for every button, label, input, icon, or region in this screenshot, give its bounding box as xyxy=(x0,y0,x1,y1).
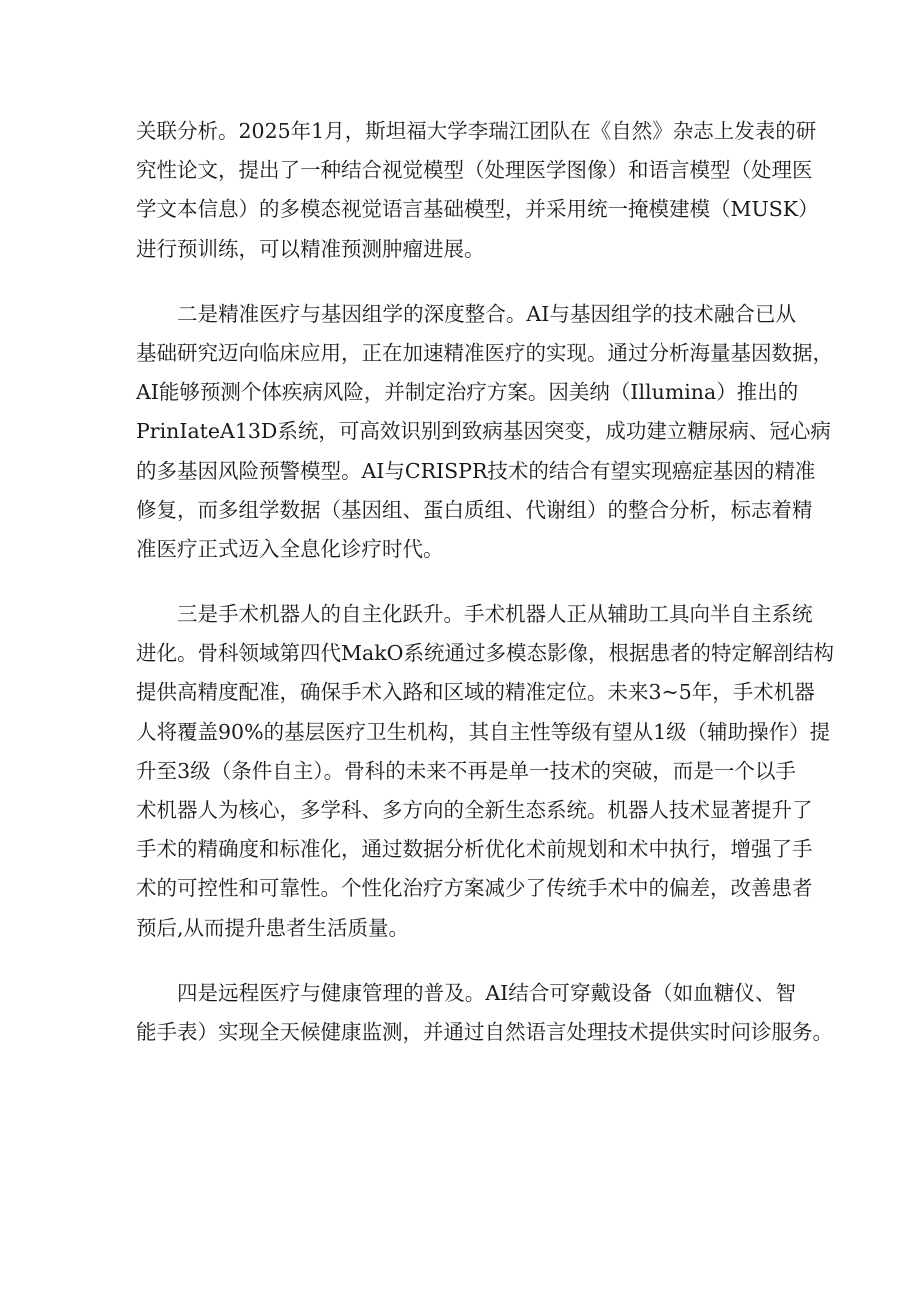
text-line: 关联分析。2025年1月，斯坦福大学李瑞江团队在《自然》杂志上发表的研 xyxy=(136,119,817,143)
text-line: 进行预训练，可以精准预测肿瘤进展。 xyxy=(136,236,485,261)
text-line: 三是手术机器人的自主化跃升。手术机器人正从辅助工具向半自主系统 xyxy=(177,602,813,627)
text-line: 二是精准医疗与基因组学的深度整合。AI与基因组学的技术融合已从 xyxy=(177,301,796,326)
document-body xyxy=(136,112,834,1078)
text-line: 学文本信息）的多模态视觉语言基础模型，并采用统一掩模建模（MUSK） xyxy=(136,197,819,222)
text-line: 升至3级（条件自主）。骨科的未来不再是单一技术的突破，而是一个以手 xyxy=(136,758,796,783)
text-line: 准医疗正式迈入全息化诊疗时代。 xyxy=(136,536,444,561)
text-line: AI能够预测个体疾病风险，并制定治疗方案。因美纳（Illumina）推出的 xyxy=(136,380,799,405)
text-line: 提供高精度配准，确保手术入路和区域的精准定位。未来3~5年，手术机器 xyxy=(136,680,815,705)
text-line: 的多基因风险预警模型。AI与CRISPR技术的结合有望实现癌症基因的精准 xyxy=(136,458,816,483)
text-line: 四是远程医疗与健康管理的普及。AI结合可穿戴设备（如血糖仪、智 xyxy=(177,980,796,1005)
text-line: 术的可控性和可靠性。个性化治疗方案减少了传统手术中的偏差，改善患者 xyxy=(136,876,813,901)
text-line: 预后,从而提升患者生活质量。 xyxy=(136,915,410,940)
paragraph-1-continuation xyxy=(136,112,819,269)
text-line: 基础研究迈向临床应用，正在加速精准医疗的实现。通过分析海量基因数据， xyxy=(136,340,833,365)
paragraph-precision-medicine xyxy=(136,295,833,569)
text-line: 能手表）实现全天候健康监测，并通过自然语言处理技术提供实时问诊服务。 xyxy=(136,1019,833,1044)
paragraph-telemedicine xyxy=(136,974,833,1052)
paragraph-surgical-robots xyxy=(136,595,834,948)
text-line: PrinIateA13D系统，可高效识别到致病基因突变，成功建立糖尿病、冠心病 xyxy=(136,419,831,444)
text-line: 修复，而多组学数据（基因组、蛋白质组、代谢组）的整合分析，标志着精 xyxy=(136,497,813,522)
text-line: 手术的精确度和标准化，通过数据分析优化术前规划和术中执行，增强了手 xyxy=(136,837,813,862)
text-line: 进化。骨科领域第四代MakO系统通过多模态影像，根据患者的特定解剖结构 xyxy=(136,641,834,666)
text-line: 术机器人为核心，多学科、多方向的全新生态系统。机器人技术显著提升了 xyxy=(136,798,813,822)
text-line: 究性论文，提出了一种结合视觉模型（处理医学图像）和语言模型（处理医 xyxy=(136,158,813,183)
text-line: 人将覆盖90%的基层医疗卫生机构，其自主性等级有望从1级（辅助操作）提 xyxy=(136,719,831,744)
